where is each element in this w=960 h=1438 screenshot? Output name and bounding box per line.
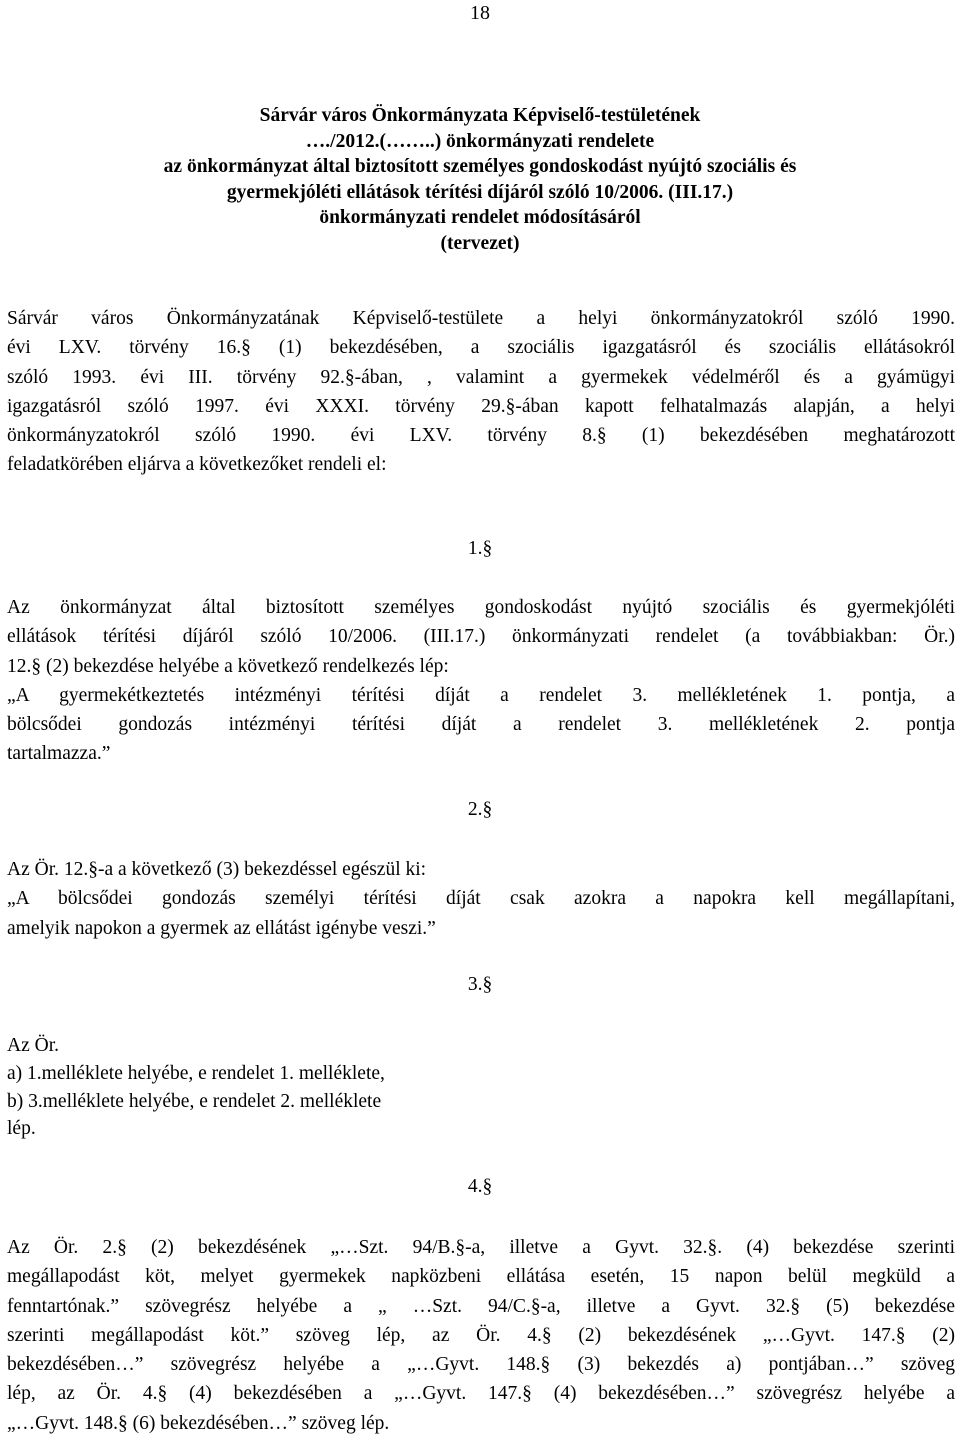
section-line: amelyik napokon a gyermek az ellátást igénybe veszi.”: [7, 917, 436, 939]
section-line: Az Ör.: [7, 1035, 59, 1056]
title-line: (tervezet): [440, 232, 520, 254]
section-line: megállapodást köt, melyet gyermekek napközbeni ellátása esetén, 15 napon belül megküld a: [7, 1266, 955, 1288]
section-4-paragraph: [7, 1233, 955, 1438]
section-line: szerinti megállapodást köt.” szöveg lép, az Ör. 4.§ (2) bekezdésének „…Gyvt. 147.§ (2): [7, 1324, 955, 1346]
section-line: tartalmazza.”: [7, 743, 111, 765]
title-line: önkormányzati rendelet módosításáról: [319, 207, 641, 229]
section-line: bekezdésében…” szövegrész helyébe a „…Gyvt. 148.§ (3) bekezdés a) pontjában…” szöveg: [7, 1354, 955, 1376]
section-number: 4.§: [467, 1176, 493, 1197]
section-line: lép.: [7, 1118, 36, 1140]
preamble-line: évi LXV. törvény 16.§ (1) bekezdésében, a szociális igazgatásról és szociális ellátásokról: [7, 337, 955, 359]
section-number: 1.§: [467, 538, 493, 559]
title-line: Sárvár város Önkormányzata Képviselő-testületének: [259, 105, 701, 126]
title-line: …./2012.(……..) önkormányzati rendelete: [305, 130, 655, 152]
section-line: lép, az Ör. 4.§ (4) bekezdésében a „…Gyvt. 147.§ (4) bekezdésében…” szövegrész helyébe a: [7, 1383, 955, 1405]
page-number: 18: [470, 2, 490, 24]
section-line: „A gyermekétkeztetés intézményi térítési díját a rendelet 3. mellékletének 1. pontja, a: [7, 684, 955, 706]
section-line: b) 3.melléklete helyébe, e rendelet 2. melléklete: [7, 1090, 382, 1112]
section-line: Az Ör. 2.§ (2) bekezdésének „…Szt. 94/B.§-a, illetve a Gyvt. 32.§. (4) bekezdése szerinti: [7, 1237, 955, 1258]
document-title: [40, 103, 920, 257]
preamble-line: önkormányzatokról szóló 1990. évi LXV. törvény 8.§ (1) bekezdésében meghatározott: [7, 425, 955, 447]
section-2-paragraph: [7, 855, 955, 943]
section-number: 3.§: [467, 974, 493, 995]
preamble-paragraph: [7, 304, 955, 480]
preamble-line: Sárvár város Önkormányzatának Képviselő-testülete a helyi önkormányzatokról szóló 1990.: [7, 308, 955, 329]
section-line: 12.§ (2) bekezdése helyébe a következő rendelkezés lép:: [7, 655, 449, 677]
section-1-paragraph: [7, 593, 955, 769]
section-line: ellátások térítési díjáról szóló 10/2006. (III.17.) önkormányzati rendelet (a továbbiakban: Ör.): [7, 626, 955, 648]
section-line: a) 1.melléklete helyébe, e rendelet 1. melléklete,: [7, 1062, 385, 1084]
preamble-line: szóló 1993. évi III. törvény 92.§-ában, , valamint a gyermekek védelméről és a gyámügyi: [7, 366, 955, 388]
section-number: 2.§: [467, 799, 493, 820]
preamble-line: igazgatásról szóló 1997. évi XXXI. törvény 29.§-ában kapott felhatalmazás alapján, a helyi: [7, 395, 955, 417]
preamble-line: feladatkörében eljárva a következőket rendeli el:: [7, 454, 387, 476]
section-line: „A bölcsődei gondozás személyi térítési díját csak azokra a napokra kell megállapítani,: [7, 888, 955, 910]
section-3-paragraph: [7, 1032, 955, 1143]
section-line: „…Gyvt. 148.§ (6) bekezdésében…” szöveg lép.: [7, 1412, 390, 1434]
section-line: fenntartónak.” szövegrész helyébe a „ …Szt. 94/C.§-a, illetve a Gyvt. 32.§ (5) bekezdése: [7, 1295, 955, 1317]
title-line: az önkormányzat által biztosított személyes gondoskodást nyújtó szociális és: [163, 156, 797, 178]
section-line: Az önkormányzat által biztosított személyes gondoskodást nyújtó szociális és gyermekjóléti: [7, 597, 955, 618]
title-line: gyermekjóléti ellátások térítési díjáról szóló 10/2006. (III.17.): [226, 181, 734, 203]
section-line: bölcsődei gondozás intézményi térítési díját a rendelet 3. mellékletének 2. pontja: [7, 714, 955, 736]
section-line: Az Ör. 12.§-a a következő (3) bekezdéssel egészül ki:: [7, 859, 427, 880]
